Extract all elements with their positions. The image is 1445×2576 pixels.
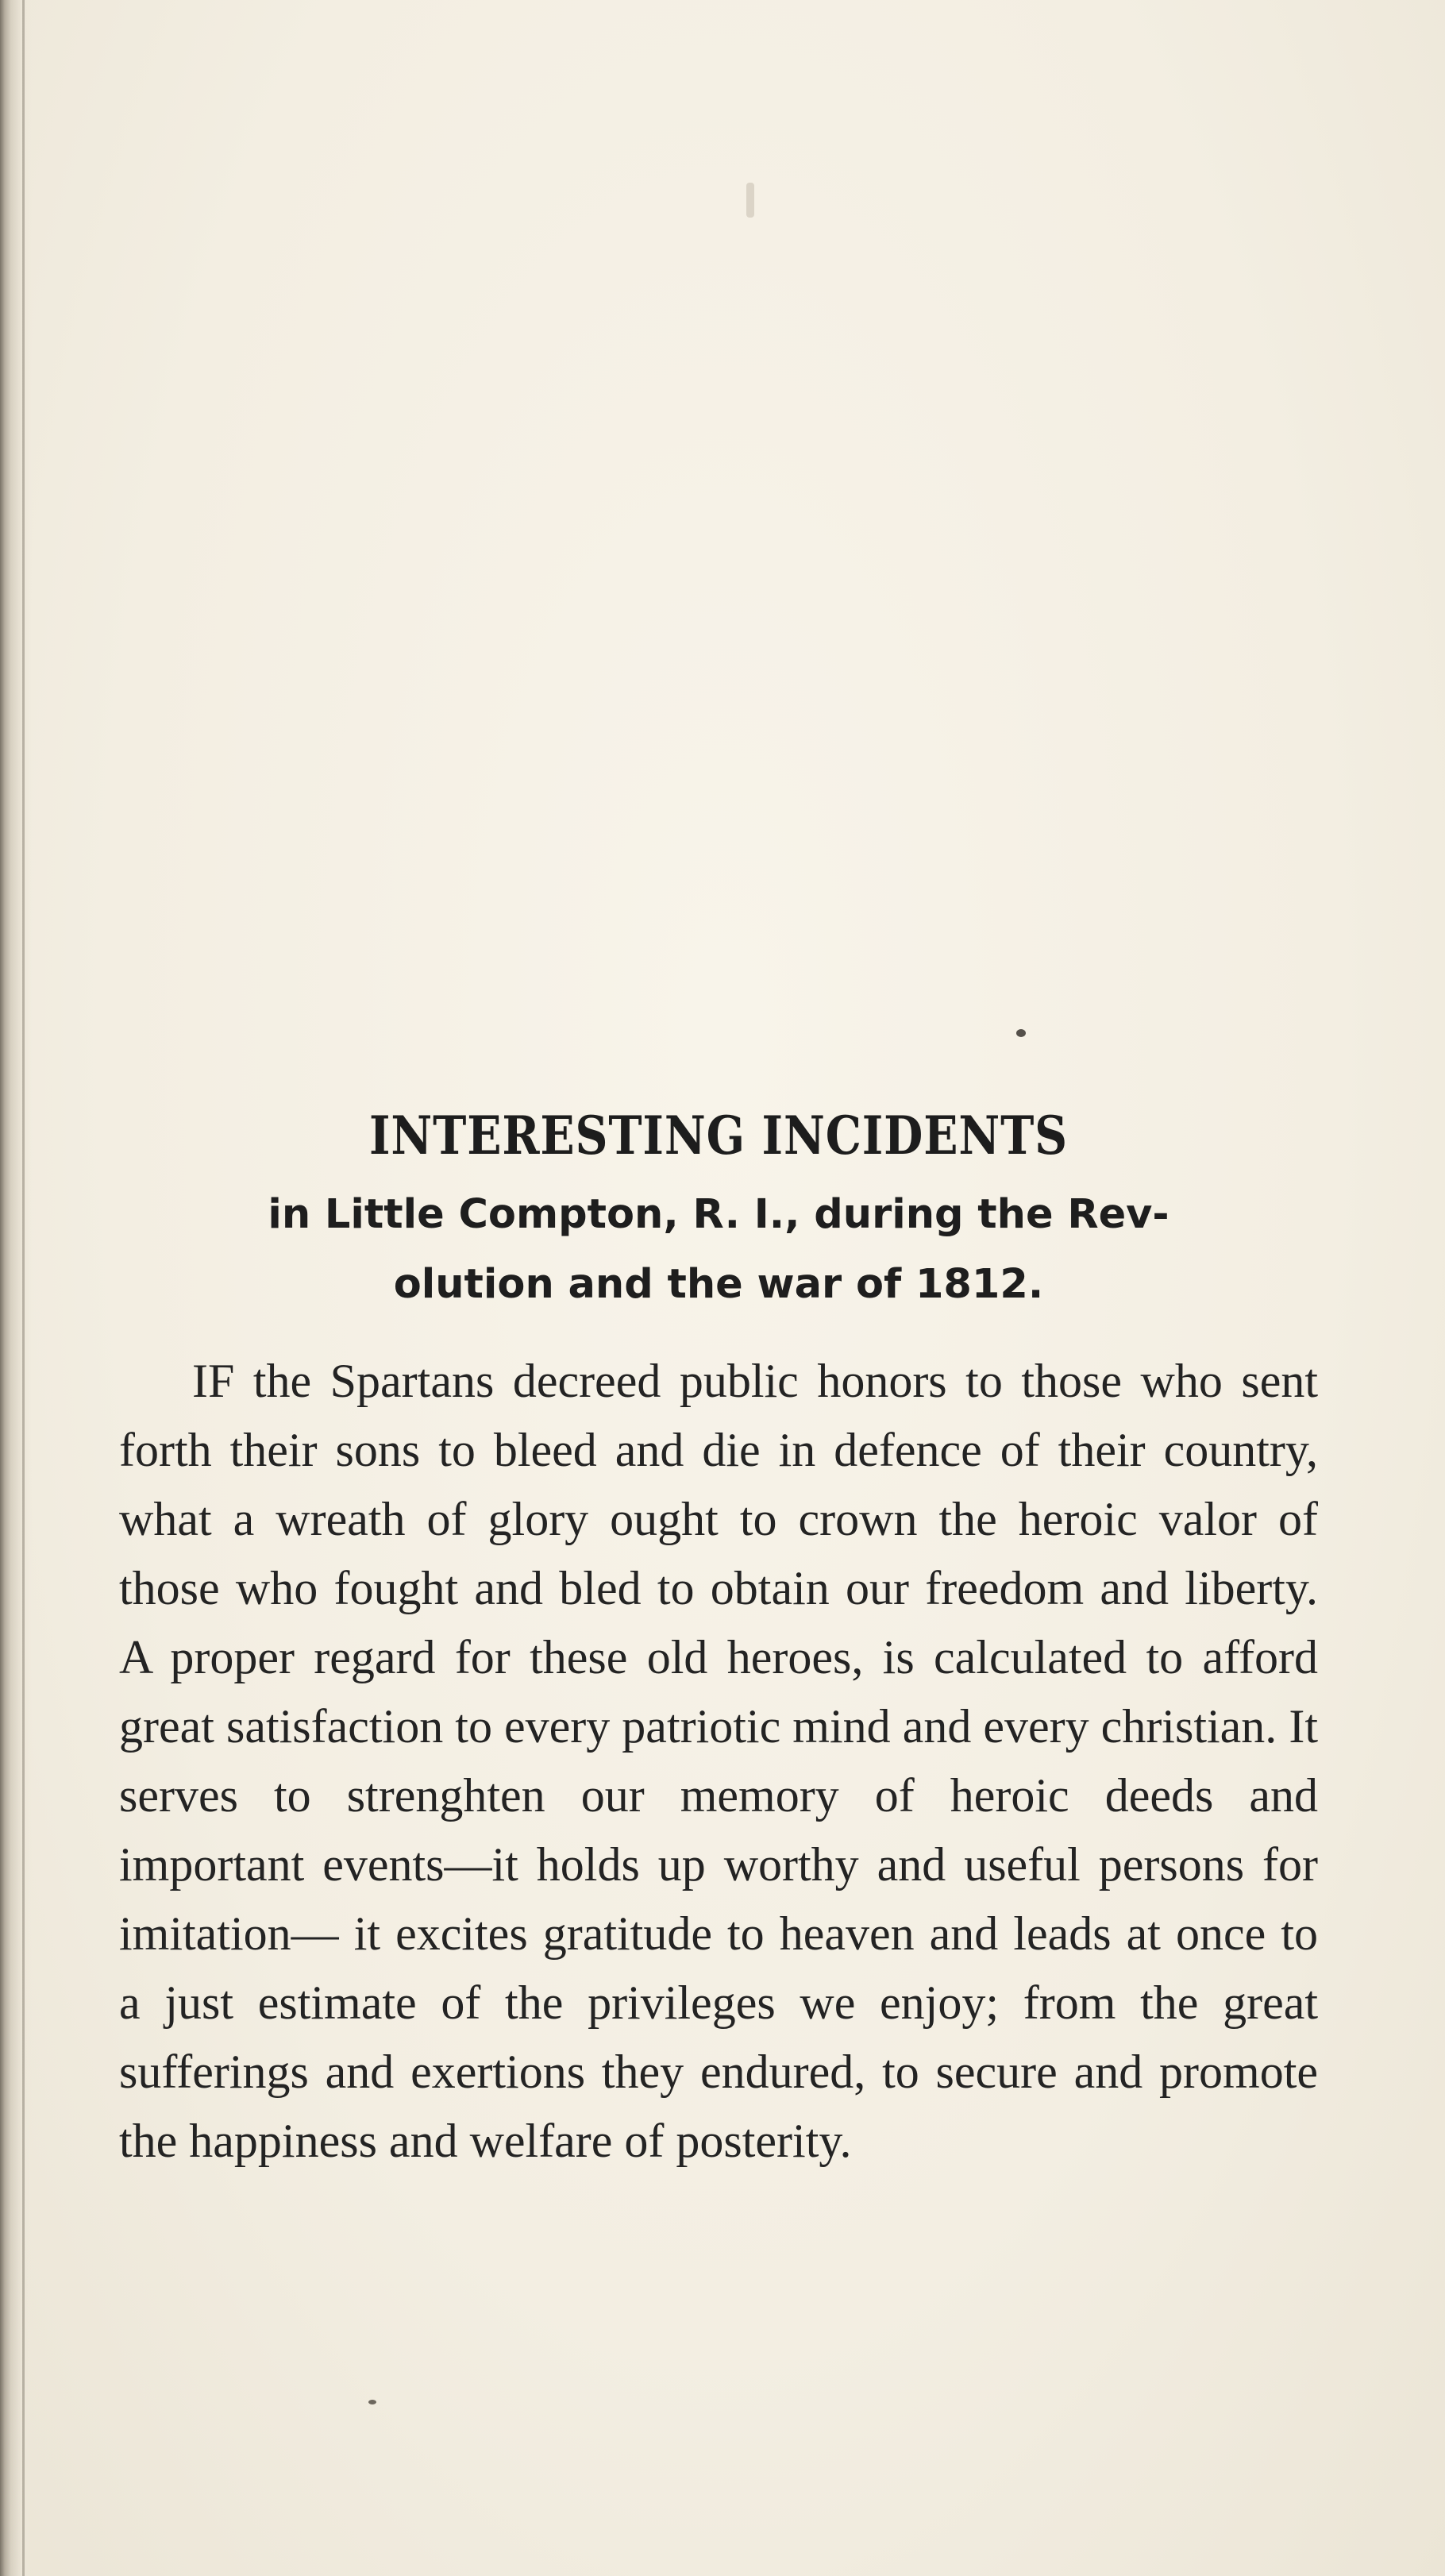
book-spine-shadow bbox=[0, 0, 32, 2576]
spine-edge bbox=[22, 0, 25, 2576]
page-subtitle bbox=[119, 1180, 1318, 1320]
stray-mark bbox=[746, 183, 754, 218]
ink-speck-bottom bbox=[368, 2400, 376, 2404]
subtitle-line-1: in Little Compton, R. I., during the Rev- bbox=[268, 1191, 1169, 1238]
body-paragraph: IF the Spartans decreed public honors to those who sent forth their sons to bleed and die in defence of their country, what a wreath of glory ought to crown the heroic valor of those who fought and bled to obtain our freedom and liberty. A proper regard for these old heroes, is calculated to afford great satisfaction to every patriotic mind and every christian. It serves to strenghten our memory of heroic deeds and important events—it holds up worthy and useful persons for imitation— it excites gratitude to heaven and leads at once to a just estimate of the privileges we enjoy; from the great sufferings and exertions they endured, to secure and promote the happiness and welfare of posterity. bbox=[119, 1355, 1318, 2167]
subtitle-line-2: olution and the war of 1812. bbox=[393, 1261, 1044, 1308]
text-block bbox=[119, 1096, 1318, 2176]
page-title: INTERESTING INCIDENTS bbox=[368, 1105, 1069, 1167]
ink-speck bbox=[1016, 1029, 1026, 1037]
